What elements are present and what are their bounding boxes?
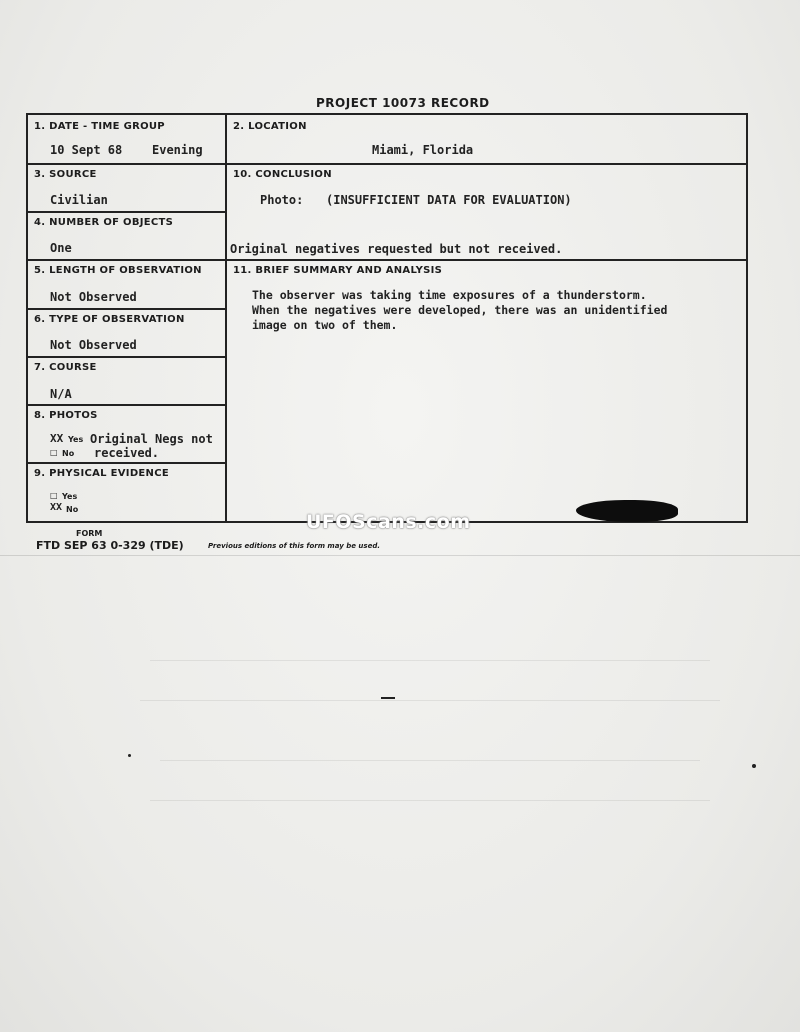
form-id: FTD SEP 63 0-329 (TDE): [36, 539, 184, 552]
conclusion-prefix: Photo:: [260, 193, 304, 207]
summary-line: The observer was taking time exposures of a thunderstorm.: [252, 288, 647, 302]
summary-label: 11. BRIEF SUMMARY AND ANALYSIS: [233, 265, 443, 276]
row-divider: [225, 163, 746, 165]
watermark: UFOScans.com: [306, 511, 471, 533]
physical-evidence-no-option: No: [66, 505, 79, 514]
photos-no-option: No: [62, 449, 75, 458]
photos-yes-mark: XX: [50, 432, 64, 445]
row-divider: [28, 308, 225, 310]
speck: [381, 697, 395, 699]
length-of-observation-label: 5. LENGTH OF OBSERVATION: [34, 265, 202, 276]
bleed-through-line: [150, 660, 710, 661]
row-divider: [28, 356, 225, 358]
number-of-objects-value: One: [50, 241, 72, 255]
column-divider: [225, 115, 227, 521]
location-label: 2. LOCATION: [233, 121, 307, 132]
record-title: PROJECT 10073 RECORD: [316, 96, 490, 110]
course-label: 7. COURSE: [34, 362, 97, 373]
physical-evidence-label: 9. PHYSICAL EVIDENCE: [34, 468, 169, 479]
page-fold-line: [0, 555, 800, 556]
summary-line: image on two of them.: [252, 318, 398, 332]
length-of-observation-value: Not Observed: [50, 290, 137, 304]
date-time-group-label: 1. DATE - TIME GROUP: [34, 121, 165, 132]
time-value: Evening: [152, 143, 203, 157]
conclusion-label: 10. CONCLUSION: [233, 169, 332, 180]
photos-no-checkbox: □: [50, 448, 58, 457]
row-divider: [28, 404, 225, 406]
summary-text: [252, 288, 742, 333]
type-of-observation-value: Not Observed: [50, 338, 137, 352]
date-value: 10 Sept 68: [50, 143, 123, 157]
source-value: Civilian: [50, 193, 108, 207]
speck: [128, 754, 131, 757]
row-divider: [225, 259, 746, 261]
row-divider: [28, 259, 225, 261]
physical-evidence-yes-checkbox: □: [50, 491, 58, 500]
photos-note-line2: received.: [94, 446, 160, 460]
conclusion-note: Original negatives requested but not received.: [230, 242, 563, 256]
physical-evidence-yes-option: Yes: [62, 492, 78, 501]
form-word: FORM: [76, 529, 103, 538]
redaction-mark: [576, 500, 678, 522]
bleed-through-line: [160, 760, 700, 761]
conclusion-value: (INSUFFICIENT DATA FOR EVALUATION): [326, 193, 572, 207]
photos-yes-option: Yes: [68, 435, 84, 444]
row-divider: [28, 462, 225, 464]
number-of-objects-label: 4. NUMBER OF OBJECTS: [34, 217, 174, 228]
bleed-through-line: [140, 700, 720, 701]
bleed-through-line: [150, 800, 710, 801]
photos-label: 8. PHOTOS: [34, 410, 98, 421]
physical-evidence-no-mark: XX: [50, 502, 63, 513]
row-divider: [28, 211, 225, 213]
location-value: Miami, Florida: [372, 143, 474, 157]
row-divider: [28, 163, 225, 165]
source-label: 3. SOURCE: [34, 169, 97, 180]
summary-line: When the negatives were developed, there was an unidentified: [252, 303, 668, 317]
photos-note-line1: Original Negs not: [90, 432, 213, 446]
speck: [752, 764, 756, 768]
form-notice: Previous editions of this form may be used.: [208, 542, 380, 550]
type-of-observation-label: 6. TYPE OF OBSERVATION: [34, 314, 185, 325]
course-value: N/A: [50, 387, 72, 401]
